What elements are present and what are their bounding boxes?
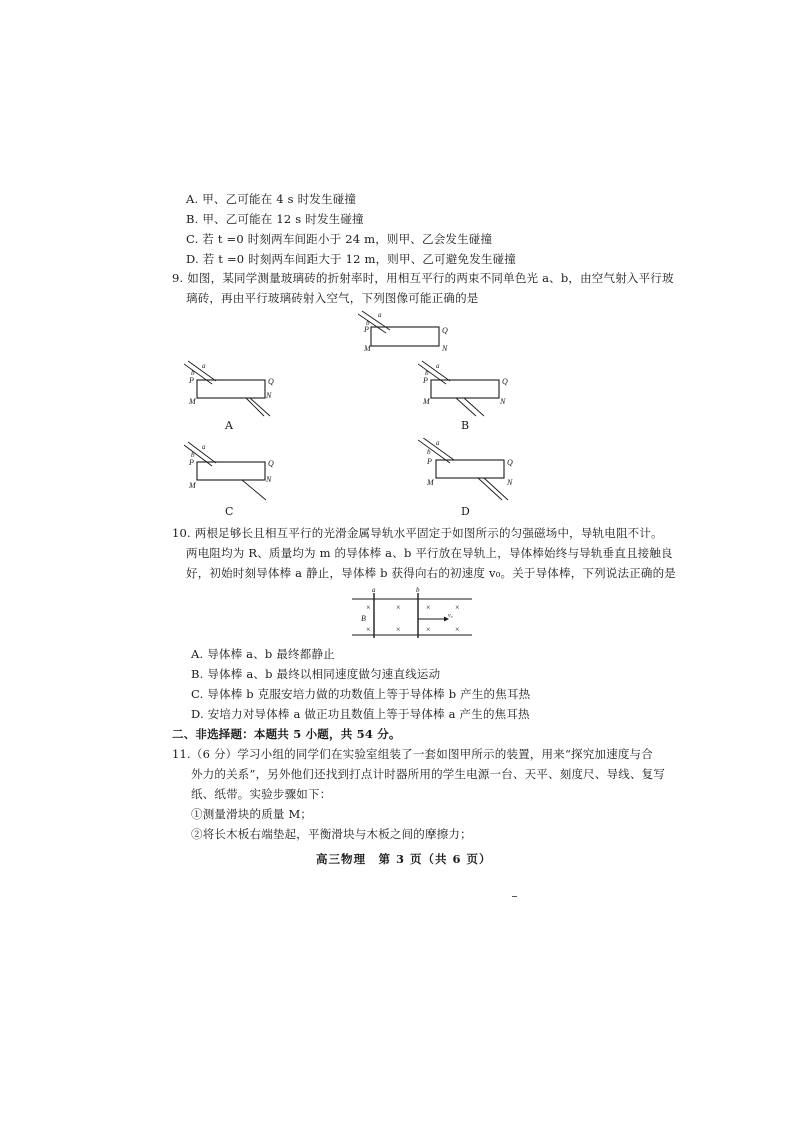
q10-cross: × [396,603,401,612]
q10-cross: × [455,625,460,634]
q10-cross: × [366,625,371,634]
q11-stem-line2: 外力的关系”，另外他们还找到打点计时器所用的学生电源一台、天平、刻度尺、导线、复写 [191,767,666,781]
q9b-label-b: b [425,369,429,377]
q9a-label-m: M [189,397,196,406]
q8-option-c: C. 若 t =0 时刻两车间距小于 24 m，则甲、乙会发生碰撞 [186,232,493,246]
q8-option-a: A. 甲、乙可能在 4 s 时发生碰撞 [186,192,357,206]
q10-stem-line1: 10. 两根足够长且相互平行的光滑金属导轨水平固定于如图所示的匀强磁场中，导轨电阻不计。 [172,526,663,540]
q9d-label-p: P [427,457,432,466]
q9d-label-a: a [436,439,440,447]
q9c-label-b: b [191,451,195,459]
q9a-label-p: P [189,376,194,385]
q11-step-1: ①测量滑块的质量 M； [191,807,313,821]
q9-caption-d: D [461,505,470,518]
q10-stem-line2: 两电阻均为 R、质量均为 m 的导体棒 a、b 平行放在导轨上，导体棒始终与导轨垂直且接触良 [186,546,673,560]
q9-figure-a [184,360,284,424]
q10-label-b: b [416,586,420,594]
q9a-label-b: b [191,369,195,377]
q9-caption-b: B [461,419,470,432]
q9-main-label-a: a [378,311,382,319]
q8-option-d: D. 若 t =0 时刻两车间距大于 12 m，则甲、乙可避免发生碰撞 [186,252,517,266]
q9-main-label-b: b [366,319,370,327]
q10-stem-line3: 好，初始时刻导体棒 a 静止，导体棒 b 获得向右的初速度 v₀。关于导体棒，下列说法正确的是 [186,566,676,580]
q9-main-label-m: M [364,344,371,353]
q10-label-field-b: B [361,614,366,623]
q10-cross: × [426,603,431,612]
q9-main-label-p: P [364,325,369,334]
q10-label-v0: v₀ [448,613,453,619]
q10-option-b: B. 导体棒 a、b 最终以相同速度做匀速直线运动 [191,667,441,681]
q9-figure-b [418,360,518,424]
q9b-label-n: N [500,397,506,406]
q9a-label-n: N [266,391,272,400]
q11-step-2: ②将长木板右端垫起，平衡滑块与木板之间的摩擦力； [191,827,472,841]
section-heading: 二、非选择题：本题共 5 小题，共 54 分。 [172,727,401,741]
scan-speck [512,896,517,897]
q10-cross: × [426,625,431,634]
q9c-label-q: Q [268,459,274,468]
q9d-label-m: M [427,478,434,487]
page-footer: 高三物理 第 3 页（共 6 页） [316,852,492,866]
q9a-label-a: a [202,362,206,370]
q9-main-label-n: N [442,344,448,353]
q9-stem-line1: 9. 如图，某同学测量玻璃砖的折射率时，用相互平行的两束不同单色光 a、b，由空气射入平行玻 [172,271,674,285]
q9d-label-n: N [507,478,513,487]
q9-figure-d [418,438,518,508]
q9b-label-q: Q [502,377,508,386]
q9a-label-q: Q [268,377,274,386]
q9-caption-c: C [225,505,234,518]
q11-stem-line3: 纸、纸带。实验步骤如下： [191,787,332,801]
q9-main-figure [358,308,458,360]
q9-stem-line2: 璃砖，再由平行玻璃砖射入空气，下列图像可能正确的是 [186,291,479,305]
q9-main-label-q: Q [442,326,448,335]
q9c-label-m: M [189,481,196,490]
q10-option-a: A. 导体棒 a、b 最终都静止 [191,647,335,661]
q9d-label-q: Q [507,458,513,467]
q10-option-d: D. 安培力对导体棒 a 做正功且数值上等于导体棒 a 产生的焦耳热 [191,707,530,721]
q9b-label-a: a [436,362,440,370]
q9c-label-n: N [266,475,272,484]
q10-option-c: C. 导体棒 b 克服安培力做的功数值上等于导体棒 b 产生的焦耳热 [191,687,531,701]
q10-cross: × [366,603,371,612]
q10-label-a: a [372,586,376,594]
q9b-label-p: P [423,376,428,385]
q11-stem-line1: 11.（6 分）学习小组的同学们在实验室组装了一套如图甲所示的装置，用来“探究加速度与合 [172,747,653,761]
q9d-label-b: b [427,448,431,456]
q9c-label-a: a [202,443,206,451]
q9b-label-m: M [423,397,430,406]
q8-option-b: B. 甲、乙可能在 12 s 时发生碰撞 [186,212,364,226]
q10-cross: × [396,625,401,634]
q9-figure-c [184,440,284,506]
q9-caption-a: A [225,419,233,432]
q10-cross: × [455,603,460,612]
q9c-label-p: P [189,458,194,467]
q10-figure [352,585,476,645]
